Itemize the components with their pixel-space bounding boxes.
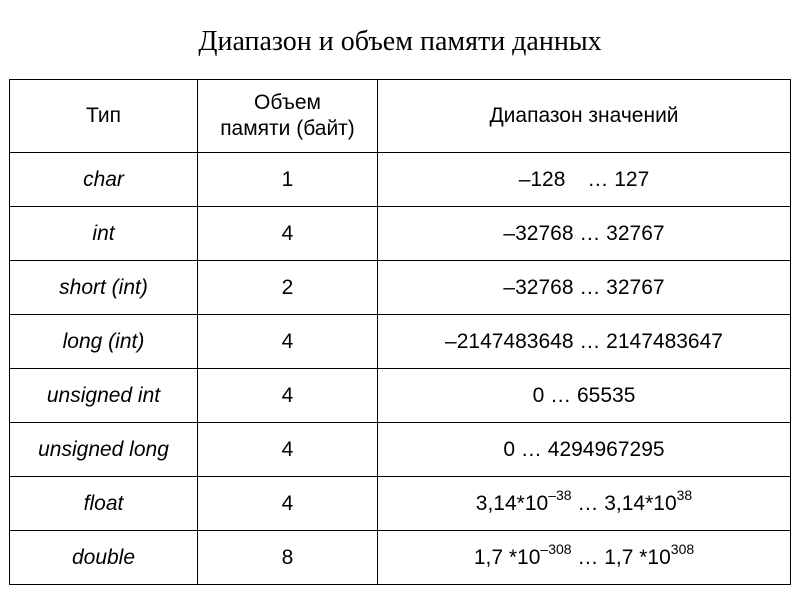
range-cell: [378, 531, 791, 585]
table-row: [10, 261, 791, 315]
table-row: [10, 369, 791, 423]
table-header-row: [10, 80, 791, 153]
table-row: [10, 531, 791, 585]
type-cell: int: [10, 207, 198, 261]
range-to-exponent: 308: [670, 540, 695, 557]
range-to: 127: [614, 167, 650, 191]
table-row: [10, 207, 791, 261]
page-title: Диапазон и объем памяти данных: [198, 26, 602, 57]
type-cell: char: [10, 153, 198, 207]
size-cell: 4: [198, 423, 378, 477]
size-cell: 4: [198, 477, 378, 531]
range-to-base: 1,7 *10: [604, 545, 671, 569]
type-cell: double: [10, 531, 198, 585]
range-from-base: 1,7 *10: [473, 545, 541, 569]
table-row: [10, 153, 791, 207]
type-cell: unsigned long: [10, 423, 198, 477]
range-cell: [378, 477, 791, 531]
type-cell: long (int): [10, 315, 198, 369]
range-cell: –32768 … 32767: [378, 207, 791, 261]
range-from-exponent: –308: [540, 540, 572, 557]
type-cell: float: [10, 477, 198, 531]
range-separator: …: [587, 167, 609, 191]
data-types-table: [9, 79, 791, 585]
range-cell: 0 … 4294967295: [378, 423, 791, 477]
header-size: [198, 80, 378, 153]
table-row: [10, 423, 791, 477]
table-row: [10, 315, 791, 369]
size-cell: 4: [198, 369, 378, 423]
range-cell: [378, 153, 791, 207]
size-cell: 8: [198, 531, 378, 585]
range-from: –128: [518, 167, 566, 191]
size-cell: 1: [198, 153, 378, 207]
type-cell: unsigned int: [10, 369, 198, 423]
range-separator: …: [571, 545, 605, 569]
size-cell: 4: [198, 315, 378, 369]
range-separator: …: [571, 491, 605, 515]
range-cell: –2147483648 … 2147483647: [378, 315, 791, 369]
range-cell: –32768 … 32767: [378, 261, 791, 315]
size-cell: 4: [198, 207, 378, 261]
type-cell: short (int): [10, 261, 198, 315]
range-from-base: 3,14*10: [475, 491, 549, 515]
header-range: Диапазон значений: [378, 80, 791, 153]
range-to-exponent: 38: [676, 486, 693, 503]
size-cell: 2: [198, 261, 378, 315]
range-cell: 0 … 65535: [378, 369, 791, 423]
header-size-line1: Объем: [254, 91, 321, 114]
header-size-line2: памяти (байт): [220, 117, 355, 140]
range-from-exponent: –38: [548, 486, 572, 503]
header-type: Тип: [10, 80, 198, 153]
table-row: [10, 477, 791, 531]
range-to-base: 3,14*10: [604, 491, 677, 515]
